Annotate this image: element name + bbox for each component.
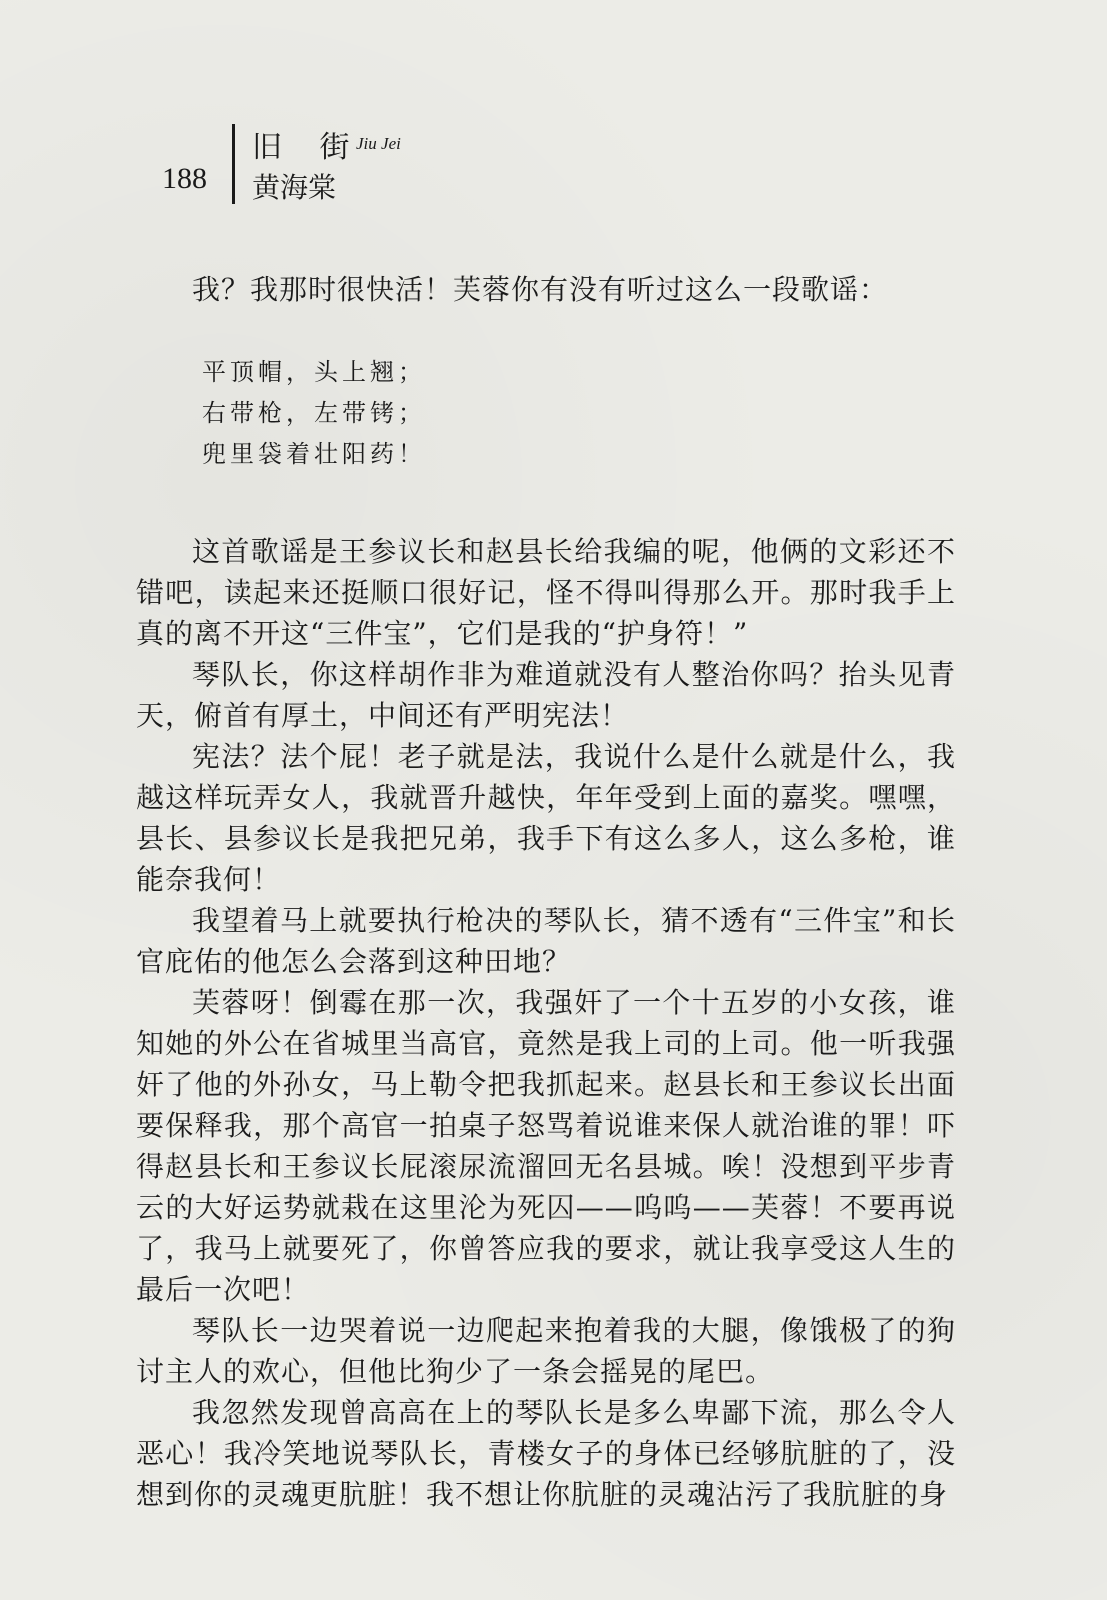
ballad-verse <box>136 352 956 475</box>
author-name: 黄海棠 <box>252 171 337 204</box>
opening-line: 我？我那时很快活！芙蓉你有没有听过这么一段歌谣： <box>192 273 889 306</box>
header-divider <box>232 124 235 204</box>
paragraph: 我望着马上就要执行枪决的琴队长，猜不透有“三件宝”和长官庇佑的他怎么会落到这种田地？ <box>136 904 956 978</box>
paragraph: 琴队长，你这样胡作非为难道就没有人整治你吗？抬头见青天，俯首有厚土，中间还有严明宪法！ <box>136 658 956 732</box>
verse-line: 右带枪，左带铐； <box>202 399 426 427</box>
verse-line: 兜里袋着壮阳药！ <box>202 440 426 468</box>
page-number: 188 <box>162 162 207 195</box>
paragraph: 这首歌谣是王参议长和赵县长给我编的呢，他俩的文彩还不错吧，读起来还挺顺口很好记，怪不得叫得那么开。那时我手上真的离不开这“三件宝”，它们是我的“护身符！” <box>136 535 956 650</box>
paragraph: 芙蓉呀！倒霉在那一次，我强奸了一个十五岁的小女孩，谁知她的外公在省城里当高官，竟然是我上司的上司。他一听我强奸了他的外孙女，马上勒令把我抓起来。赵县长和王参议长出面要保释我，那个高官一拍桌子怒骂着说谁来保人就治谁的罪！吓得赵县长和王参议长屁滚尿流溜回无名县城。唉！没想到平步青云的大好运势就栽在这里沦为死囚——呜呜——芙蓉！不要再说了，我马上就要死了，你曾答应我的要求，就让我享受这人生的最后一次吧！ <box>136 986 956 1306</box>
body-text <box>136 268 956 1515</box>
verse-line: 平顶帽，头上翘； <box>202 358 426 386</box>
series-title-pinyin: Jiu Jei <box>356 134 401 153</box>
paragraph: 宪法？法个屁！老子就是法，我说什么是什么就是什么，我越这样玩弄女人，我就晋升越快，年年受到上面的嘉奖。嘿嘿，县长、县参议长是我把兄弟，我手下有这么多人，这么多枪，谁能奈我何！ <box>136 740 956 896</box>
series-title: 旧 街 <box>252 130 364 165</box>
paragraph: 琴队长一边哭着说一边爬起来抱着我的大腿，像饿极了的狗讨主人的欢心，但他比狗少了一条会摇晃的尾巴。 <box>136 1314 956 1388</box>
paragraph: 我忽然发现曾高高在上的琴队长是多么卑鄙下流，那么令人恶心！我冷笑地说琴队长，青楼女子的身体已经够肮脏的了，没想到你的灵魂更肮脏！我不想让你肮脏的灵魂沾污了我肮脏的身 <box>136 1396 956 1511</box>
